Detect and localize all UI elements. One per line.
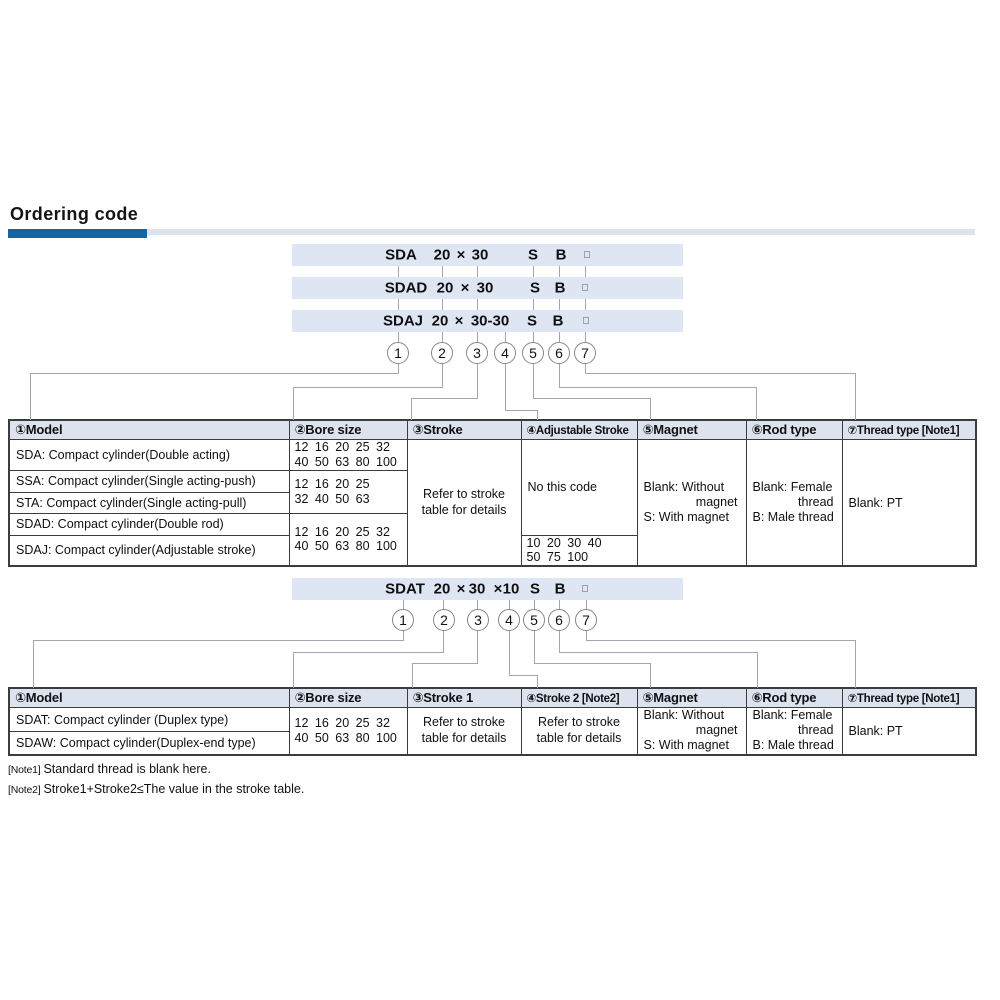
thread-type-cell: Blank: PT	[842, 708, 976, 755]
header-thread-type: ⑦Thread type [Note1]	[842, 688, 976, 708]
connector-line	[33, 640, 34, 688]
header-thread-type: ⑦Thread type [Note1]	[842, 420, 976, 440]
connector-line	[505, 410, 538, 411]
connector-line	[533, 299, 534, 310]
thread-placeholder-box-icon: □	[582, 315, 590, 327]
adjustable-stroke-values-cell	[521, 535, 637, 566]
connector-line	[477, 266, 478, 277]
bore-line: 12 16 20 25 32	[294, 440, 390, 454]
connector-line	[442, 266, 443, 277]
table-header-row	[9, 688, 976, 708]
code-rod: B	[554, 279, 566, 297]
callout-7: 7	[575, 609, 597, 631]
multiply-sign: ×	[454, 312, 464, 330]
code-model: SDA	[385, 246, 417, 264]
ordering-table-2	[8, 687, 977, 756]
connector-line	[855, 373, 856, 420]
model-cell: SDAW: Compact cylinder(Duplex-end type)	[9, 732, 289, 755]
connector-line	[509, 630, 510, 676]
stroke2-cell: Refer to stroke table for details	[521, 708, 637, 755]
code-rod: B	[552, 312, 564, 330]
callout-5: 5	[522, 342, 544, 364]
connector-line	[559, 299, 560, 310]
header-stroke-2: ④Stroke 2 [Note2]	[521, 688, 637, 708]
bore-line: 12 16 20 25 32	[294, 524, 390, 539]
model-cell: SDAT: Compact cylinder (Duplex type)	[9, 708, 289, 732]
callout-2: 2	[431, 342, 453, 364]
rod-line: B: Male thread	[752, 738, 834, 753]
header-rod-type: ⑥Rod type	[746, 420, 842, 440]
multiply-sign: ×	[456, 246, 466, 264]
connector-line	[293, 387, 443, 388]
connector-line	[533, 332, 534, 342]
code-bar-sdad	[292, 277, 683, 299]
connector-line	[442, 299, 443, 310]
title-rule-accent	[8, 229, 147, 238]
connector-line	[442, 363, 443, 388]
connector-line	[398, 332, 399, 342]
connector-line	[585, 332, 586, 342]
bore-line: 40 50 63 80 100	[294, 454, 397, 469]
magnet-line: magnet	[695, 495, 738, 509]
connector-line	[559, 363, 560, 388]
table-row	[9, 708, 976, 732]
stroke-values-line: 50 75 100	[526, 550, 589, 565]
header-bore-size: ②Bore size	[289, 688, 407, 708]
magnet-cell	[637, 708, 746, 755]
callout-1: 1	[387, 342, 409, 364]
magnet-line: S: With magnet	[643, 510, 729, 524]
header-stroke-1: ③Stroke 1	[407, 688, 521, 708]
code-bar-sdaj	[292, 310, 683, 332]
model-cell: SDAJ: Compact cylinder(Adjustable stroke)	[9, 535, 289, 566]
note-text: Stroke1+Stroke2≤The value in the stroke table.	[43, 782, 305, 796]
connector-line	[537, 410, 538, 420]
title-rule-light	[8, 229, 975, 235]
connector-line	[443, 630, 444, 653]
connector-line	[30, 373, 399, 374]
callout-2: 2	[433, 609, 455, 631]
stroke-cell: Refer to stroke table for details	[407, 440, 521, 567]
connector-line	[537, 675, 538, 688]
header-rod-type: ⑥Rod type	[746, 688, 842, 708]
connector-line	[505, 332, 506, 342]
rod-type-cell	[746, 708, 842, 755]
ordering-table-1	[8, 419, 977, 567]
bore-size-cell	[289, 470, 407, 513]
model-cell: SDAD: Compact cylinder(Double rod)	[9, 513, 289, 535]
magnet-line: Blank: Without	[643, 708, 725, 723]
magnet-line: magnet	[695, 723, 738, 738]
model-cell: SDA: Compact cylinder(Double acting)	[9, 440, 289, 471]
connector-line	[477, 363, 478, 399]
code-stroke: 30	[476, 279, 494, 297]
connector-line	[477, 332, 478, 342]
note-text: Standard thread is blank here.	[43, 762, 211, 776]
connector-line	[559, 630, 560, 653]
callout-4: 4	[498, 609, 520, 631]
multiply-sign: ×	[493, 580, 503, 598]
connector-line	[585, 373, 856, 374]
note-1	[8, 760, 211, 778]
callout-1: 1	[392, 609, 414, 631]
callout-4: 4	[494, 342, 516, 364]
connector-line	[559, 652, 758, 653]
callout-7: 7	[574, 342, 596, 364]
connector-line	[293, 652, 444, 653]
code-magnet: S	[529, 580, 541, 598]
code-magnet: S	[526, 312, 538, 330]
connector-line	[293, 387, 294, 420]
thread-type-cell: Blank: PT	[842, 440, 976, 567]
bore-line: 40 50 63 80 100	[294, 730, 397, 745]
connector-line	[398, 299, 399, 310]
bore-size-cell	[289, 708, 407, 755]
connector-line	[30, 373, 31, 420]
connector-line	[398, 266, 399, 277]
header-bore-size: ②Bore size	[289, 420, 407, 440]
connector-line	[559, 266, 560, 277]
connector-line	[585, 299, 586, 310]
connector-line	[756, 387, 757, 420]
code-bore: 20	[436, 279, 454, 297]
header-stroke: ③Stroke	[407, 420, 521, 440]
bore-size-cell	[289, 513, 407, 566]
stroke1-cell: Refer to stroke table for details	[407, 708, 521, 755]
multiply-sign: ×	[456, 580, 466, 598]
stroke-values-line: 10 20 30 40	[526, 535, 602, 550]
callout-3: 3	[467, 609, 489, 631]
model-cell: STA: Compact cylinder(Single acting-pull)	[9, 492, 289, 513]
connector-line	[411, 398, 478, 399]
table-row	[9, 440, 976, 471]
connector-line	[293, 652, 294, 688]
header-model: ①Model	[9, 688, 289, 708]
connector-line	[477, 630, 478, 664]
code-magnet: S	[529, 279, 541, 297]
code-bar-sdat	[292, 578, 683, 600]
code-stroke2: 10	[502, 580, 520, 598]
code-model: SDAT	[385, 580, 425, 598]
connector-line	[559, 387, 757, 388]
code-model: SDAD	[384, 279, 428, 297]
code-model: SDAJ	[382, 312, 424, 330]
bore-line: 12 16 20 25	[294, 476, 370, 491]
connector-line	[534, 630, 535, 664]
code-bore: 20	[433, 246, 451, 264]
code-rod: B	[554, 580, 566, 598]
code-rod: B	[555, 246, 567, 264]
rod-line: thread	[798, 723, 834, 738]
code-stroke1: 30	[468, 580, 486, 598]
connector-line	[505, 363, 506, 411]
bore-line: 40 50 63 80 100	[294, 539, 397, 554]
bore-size-cell	[289, 440, 407, 471]
callout-3: 3	[466, 342, 488, 364]
code-magnet: S	[527, 246, 539, 264]
code-stroke: 30-30	[470, 312, 510, 330]
code-bore: 20	[433, 580, 451, 598]
connector-line	[650, 398, 651, 420]
connector-line	[411, 398, 412, 420]
rod-line: thread	[798, 495, 834, 509]
code-stroke: 30	[471, 246, 489, 264]
header-magnet: ⑤Magnet	[637, 688, 746, 708]
thread-placeholder-box-icon: □	[581, 583, 589, 595]
multiply-sign: ×	[460, 279, 470, 297]
note-2	[8, 780, 304, 798]
thread-placeholder-box-icon: □	[583, 249, 591, 261]
connector-line	[509, 675, 538, 676]
connector-line	[442, 332, 443, 342]
connector-line	[412, 663, 478, 664]
connector-line	[533, 363, 534, 399]
callout-6: 6	[548, 342, 570, 364]
header-magnet: ⑤Magnet	[637, 420, 746, 440]
header-adjustable-stroke: ④Adjustable Stroke	[521, 420, 637, 440]
table-header-row	[9, 420, 976, 440]
connector-line	[585, 266, 586, 277]
model-cell: SSA: Compact cylinder(Single acting-push)	[9, 470, 289, 492]
bore-line: 32 40 50 63	[294, 491, 370, 506]
thread-placeholder-box-icon: □	[581, 282, 589, 294]
rod-line: Blank: Female	[752, 480, 833, 494]
callout-5: 5	[523, 609, 545, 631]
page-title: Ordering code	[10, 204, 139, 224]
bore-line: 12 16 20 25 32	[294, 716, 390, 730]
code-bar-sda	[292, 244, 683, 266]
connector-line	[757, 652, 758, 688]
connector-line	[533, 266, 534, 277]
magnet-line: Blank: Without	[643, 480, 725, 494]
callout-6: 6	[548, 609, 570, 631]
header-model: ①Model	[9, 420, 289, 440]
magnet-cell	[637, 440, 746, 567]
connector-line	[33, 640, 404, 641]
connector-line	[855, 640, 856, 688]
rod-type-cell	[746, 440, 842, 567]
connector-line	[477, 299, 478, 310]
connector-line	[533, 398, 651, 399]
connector-line	[586, 640, 856, 641]
note-label: [Note2]	[8, 784, 41, 796]
rod-line: B: Male thread	[752, 510, 834, 524]
note-label: [Note1]	[8, 764, 41, 776]
connector-line	[534, 663, 651, 664]
connector-line	[412, 663, 413, 688]
rod-line: Blank: Female	[752, 708, 833, 723]
adjustable-stroke-cell: No this code	[521, 440, 637, 536]
connector-line	[559, 332, 560, 342]
connector-line	[650, 663, 651, 688]
magnet-line: S: With magnet	[643, 738, 729, 753]
code-bore: 20	[431, 312, 449, 330]
